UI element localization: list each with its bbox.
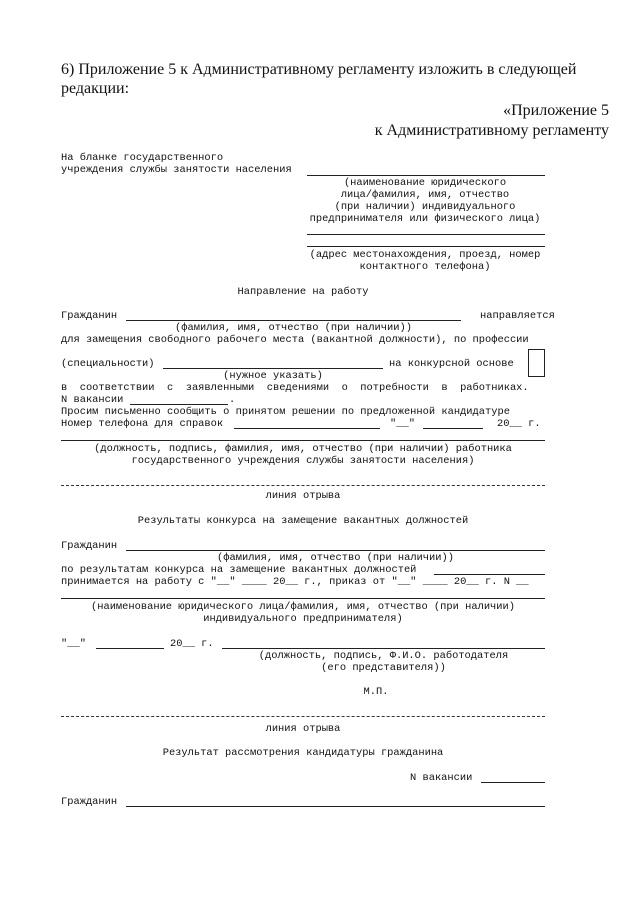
employer-hint-4: предпринимателя или физического лица) xyxy=(309,213,541,225)
competition-position-hint-1: (должность, подпись, Ф.И.О. работодателя xyxy=(258,650,509,662)
competition-title: Результаты конкурса на замещение вакантных должностей xyxy=(137,515,469,527)
referral-date-month-line[interactable] xyxy=(423,428,483,429)
according-text: в соответствии с заявленными сведениями о потребности в работниках. xyxy=(61,382,529,394)
competitive-basis-checkbox[interactable] xyxy=(528,349,545,377)
vacancy-number-period: . xyxy=(229,394,236,406)
signer-hint-1: (должность, подпись, фамилия, имя, отчество (при наличии) работника xyxy=(94,443,512,455)
competition-citizen-label: Гражданин xyxy=(61,540,118,552)
specialty-line[interactable] xyxy=(163,368,383,369)
employer-name-line[interactable] xyxy=(307,175,545,176)
vacancy-text: для замещения свободного рабочего места (вакантной должности), по профессии xyxy=(61,334,529,346)
competition-employer-hint-2: индивидуального предпринимателя) xyxy=(203,613,403,625)
tear-dash-line-1 xyxy=(61,485,545,486)
competition-fio-hint: (фамилия, имя, отчество (при наличии)) xyxy=(217,552,454,564)
signer-hint-2: государственного учреждения службы занятости населения) xyxy=(131,455,475,467)
request-text: Просим письменно сообщить о принятом решении по предложенной кандидатуре xyxy=(61,406,510,418)
consideration-citizen-line[interactable] xyxy=(126,806,545,807)
competition-hired-text: принимается на работу с "__" ____ 20__ г., приказ от "__" ____ 20__ г. N __ xyxy=(61,576,529,588)
phone-line[interactable] xyxy=(234,428,380,429)
appendix-subtitle: к Административному регламенту xyxy=(374,122,609,139)
competition-date-year: 20__ г. xyxy=(170,638,214,650)
competition-position-hint-2: (его представителя)) xyxy=(321,662,446,674)
vacancy-number-label: N вакансии xyxy=(61,394,124,406)
competition-results-text: по результатам конкурса на замещение вакантных должностей xyxy=(61,564,417,576)
address-line-2[interactable] xyxy=(307,246,545,247)
signer-line[interactable] xyxy=(61,440,545,441)
tear-line-label-2: линия отрыва xyxy=(265,723,341,735)
citizen-label: Гражданин xyxy=(61,310,118,322)
intro-line-2: редакции: xyxy=(61,80,130,97)
employer-hint-3: (при наличии) индивидуального xyxy=(334,201,516,213)
specialty-label: (специальности) xyxy=(61,358,155,370)
competition-vacancy-line[interactable] xyxy=(434,574,545,575)
employer-hint-1: (наименование юридического xyxy=(343,177,507,189)
consideration-title: Результат рассмотрения кандидатуры гражданина xyxy=(162,747,444,759)
competition-citizen-line[interactable] xyxy=(126,550,545,551)
employer-hint-2: лица/фамилия, имя, отчество xyxy=(340,189,510,201)
competition-date-day: "__" xyxy=(61,638,86,650)
competition-employer-line[interactable] xyxy=(61,598,545,599)
referral-title: Направление на работу xyxy=(237,286,369,298)
consideration-vacancy-label: N вакансии xyxy=(410,772,473,784)
competition-position-line[interactable] xyxy=(222,648,545,649)
specify-hint: (нужное указать) xyxy=(223,370,323,382)
address-hint-2: контактного телефона) xyxy=(359,261,491,273)
fio-hint: (фамилия, имя, отчество (при наличии)) xyxy=(175,322,412,334)
address-hint-1: (адрес местонахождения, проезд, номер xyxy=(309,249,541,261)
stamp-label: М.П. xyxy=(363,686,389,698)
letterhead-line-2: учреждения службы занятости населения xyxy=(61,164,292,176)
address-line-1[interactable] xyxy=(307,234,545,235)
intro-line-1: 6) Приложение 5 к Административному регламенту изложить в следующей xyxy=(61,61,577,78)
citizen-name-line[interactable] xyxy=(126,320,461,321)
is-sent-label: направляется xyxy=(480,310,555,322)
letterhead-line-1: На бланке государственного xyxy=(61,152,224,164)
referral-date-year: 20__ г. xyxy=(497,418,541,430)
consideration-citizen-label: Гражданин xyxy=(61,796,118,808)
tear-dash-line-2 xyxy=(61,716,545,717)
appendix-title: «Приложение 5 xyxy=(503,102,609,119)
competition-employer-hint-1: (наименование юридического лица/фамилия, имя, отчество (при наличии) xyxy=(90,601,515,613)
competitive-basis-label: на конкурсной основе xyxy=(389,358,514,370)
vacancy-number-line[interactable] xyxy=(130,404,228,405)
phone-label: Номер телефона для справок xyxy=(61,418,224,430)
consideration-vacancy-line[interactable] xyxy=(481,782,545,783)
competition-date-month-line[interactable] xyxy=(96,648,164,649)
referral-date-day: "__" xyxy=(390,418,415,430)
tear-line-label-1: линия отрыва xyxy=(265,490,341,502)
